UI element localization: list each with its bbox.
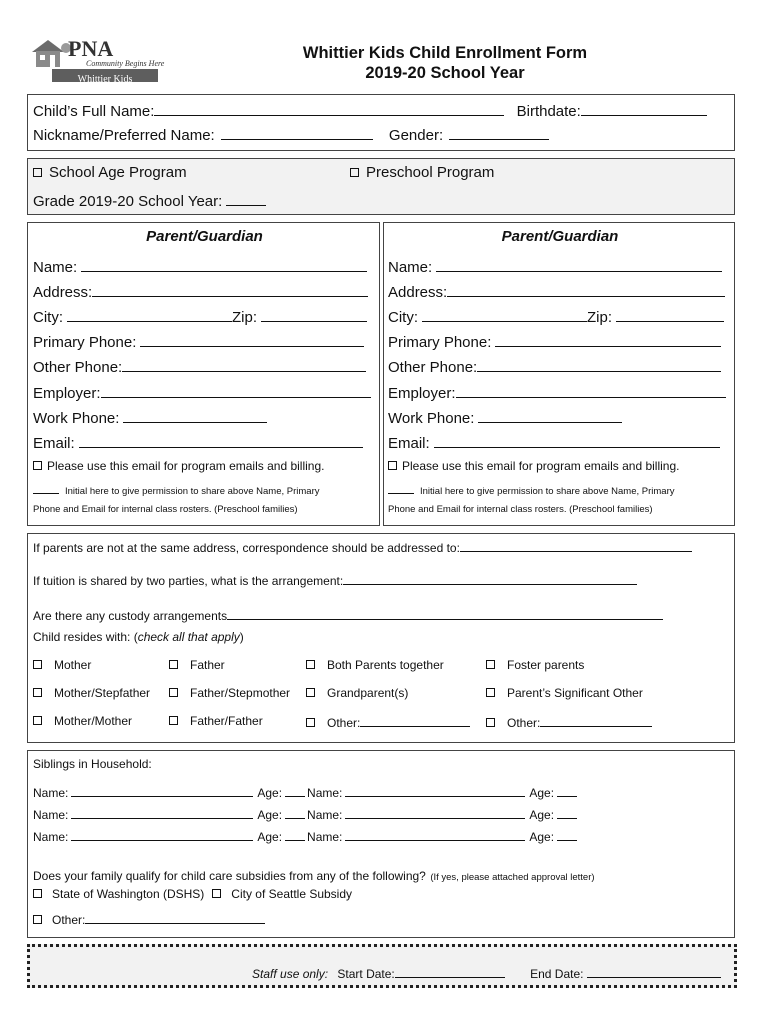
g1-email-label: Email: bbox=[33, 435, 75, 452]
guardian-2-heading: Parent/Guardian bbox=[501, 228, 619, 245]
g1-email-checkbox[interactable] bbox=[33, 461, 42, 470]
dshs-label: State of Washington (DSHS) bbox=[52, 887, 205, 901]
opt-both-checkbox[interactable] bbox=[306, 660, 315, 669]
g2-other-phone-field[interactable] bbox=[477, 356, 721, 372]
program-box bbox=[27, 158, 735, 215]
opt-mother-stepfather-label: Mother/Stepfather bbox=[54, 686, 151, 700]
opt-mother-label: Mother bbox=[54, 658, 92, 672]
opt-other-1-field[interactable] bbox=[360, 714, 470, 727]
opt-mother-stepfather-checkbox[interactable] bbox=[33, 688, 42, 697]
sib6-name-label: Name: bbox=[307, 830, 343, 844]
sib3-name-label: Name: bbox=[33, 808, 69, 822]
g1-name-label: Name: bbox=[33, 259, 78, 276]
house-icon bbox=[30, 38, 72, 68]
g2-email-label: Email: bbox=[388, 435, 430, 452]
siblings-heading: Siblings in Household: bbox=[33, 757, 152, 771]
g1-zip-field[interactable] bbox=[261, 306, 367, 322]
g2-employer-field[interactable] bbox=[456, 382, 726, 398]
title-line1: Whittier Kids Child Enrollment Form bbox=[302, 44, 588, 62]
opt-father-checkbox[interactable] bbox=[169, 660, 178, 669]
g2-other-phone-label: Other Phone: bbox=[388, 359, 478, 376]
g1-email-field[interactable] bbox=[79, 432, 363, 448]
staff-box bbox=[27, 944, 737, 988]
school-age-label: School Age Program bbox=[49, 164, 187, 181]
g2-work-phone-label: Work Phone: bbox=[388, 410, 475, 427]
child-name-label: Child’s Full Name: bbox=[33, 103, 155, 120]
seattle-checkbox[interactable] bbox=[212, 889, 221, 898]
opt-mother-checkbox[interactable] bbox=[33, 660, 42, 669]
form-title bbox=[260, 43, 630, 83]
gender-label: Gender: bbox=[388, 127, 444, 144]
sib3-age-field[interactable] bbox=[285, 806, 305, 819]
g1-name-field[interactable] bbox=[81, 256, 367, 272]
g1-initial-note2: Phone and Email for internal class rosters. (Preschool families) bbox=[33, 504, 298, 515]
opt-other-1-label: Other: bbox=[327, 716, 361, 730]
g1-other-phone-field[interactable] bbox=[122, 356, 366, 372]
tuition-label: If tuition is shared by two parties, what is the arrangement: bbox=[33, 574, 344, 588]
g1-initial-note1: Initial here to give permission to share above Name, Primary bbox=[65, 486, 320, 497]
subsidy-note: (If yes, please attached approval letter) bbox=[430, 872, 595, 883]
sib3-age-label: Age: bbox=[257, 808, 283, 822]
sib4-name-label: Name: bbox=[307, 808, 343, 822]
sib6-name-field[interactable] bbox=[345, 828, 525, 841]
school-age-checkbox[interactable] bbox=[33, 168, 42, 177]
seattle-label: City of Seattle Subsidy bbox=[231, 887, 353, 901]
opt-other-1-checkbox[interactable] bbox=[306, 718, 315, 727]
g2-primary-phone-label: Primary Phone: bbox=[388, 334, 492, 351]
sib6-age-label: Age: bbox=[529, 830, 555, 844]
g1-city-label: City: bbox=[33, 309, 63, 326]
sib2-name-field[interactable] bbox=[345, 784, 525, 797]
opt-father-stepmother-label: Father/Stepmother bbox=[190, 686, 291, 700]
g2-email-note: Please use this email for program emails and billing. bbox=[402, 459, 680, 473]
guardian-1-heading: Parent/Guardian bbox=[146, 228, 263, 245]
logo-subname-bar bbox=[52, 69, 158, 85]
sib2-age-field[interactable] bbox=[557, 784, 577, 797]
opt-father-label: Father bbox=[190, 658, 225, 672]
opt-foster-checkbox[interactable] bbox=[486, 660, 495, 669]
g1-address-label: Address: bbox=[33, 284, 93, 301]
g2-city-label: City: bbox=[388, 309, 418, 326]
sib3-name-field[interactable] bbox=[71, 806, 253, 819]
household-box bbox=[27, 533, 735, 743]
g2-address-field[interactable] bbox=[447, 281, 725, 297]
child-info-box bbox=[27, 94, 735, 151]
subsidy-question: Does your family qualify for child care subsidies from any of the following? bbox=[33, 869, 426, 883]
sib5-name-label: Name: bbox=[33, 830, 69, 844]
subsidy-other-field[interactable] bbox=[85, 911, 265, 924]
sib4-age-field[interactable] bbox=[557, 806, 577, 819]
opt-significant-other-label: Parent’s Significant Other bbox=[507, 686, 643, 700]
preschool-checkbox[interactable] bbox=[350, 168, 359, 177]
subsidy-other-checkbox[interactable] bbox=[33, 915, 42, 924]
sib1-name-field[interactable] bbox=[71, 784, 253, 797]
sib5-age-field[interactable] bbox=[285, 828, 305, 841]
staff-label: Staff use only: bbox=[252, 967, 329, 981]
sib5-age-label: Age: bbox=[257, 830, 283, 844]
opt-other-2-label: Other: bbox=[507, 716, 541, 730]
grade-field[interactable] bbox=[226, 190, 266, 206]
correspondence-field[interactable] bbox=[460, 539, 692, 552]
opt-grandparent-checkbox[interactable] bbox=[306, 688, 315, 697]
opt-father-father-checkbox[interactable] bbox=[169, 716, 178, 725]
subsidy-other-label: Other: bbox=[52, 913, 86, 927]
resides-suffix: ) bbox=[239, 630, 244, 644]
g2-initial-note1: Initial here to give permission to share above Name, Primary bbox=[420, 486, 675, 497]
g1-email-note: Please use this email for program emails and billing. bbox=[47, 459, 325, 473]
g1-other-phone-label: Other Phone: bbox=[33, 359, 123, 376]
g2-zip-label: Zip: bbox=[587, 309, 613, 326]
sib1-age-label: Age: bbox=[257, 786, 283, 800]
resides-prefix: Child resides with: ( bbox=[33, 630, 138, 644]
g1-employer-label: Employer: bbox=[33, 385, 101, 402]
g1-address-field[interactable] bbox=[92, 281, 368, 297]
g1-primary-phone-label: Primary Phone: bbox=[33, 334, 137, 351]
g1-city-field[interactable] bbox=[67, 306, 232, 322]
opt-father-stepmother-checkbox[interactable] bbox=[169, 688, 178, 697]
nickname-field[interactable] bbox=[221, 124, 373, 140]
g2-city-field[interactable] bbox=[422, 306, 587, 322]
g1-employer-field[interactable] bbox=[101, 382, 371, 398]
g2-address-label: Address: bbox=[388, 284, 448, 301]
logo-name: PNA bbox=[68, 36, 114, 61]
g1-primary-phone-field[interactable] bbox=[140, 331, 364, 347]
sib1-age-field[interactable] bbox=[285, 784, 305, 797]
sib5-name-field[interactable] bbox=[71, 828, 253, 841]
sib6-age-field[interactable] bbox=[557, 828, 577, 841]
g2-name-label: Name: bbox=[388, 259, 433, 276]
opt-significant-other-checkbox[interactable] bbox=[486, 688, 495, 697]
g2-email-field[interactable] bbox=[434, 432, 720, 448]
nickname-label: Nickname/Preferred Name: bbox=[33, 127, 215, 144]
sib2-age-label: Age: bbox=[529, 786, 555, 800]
opt-foster-label: Foster parents bbox=[507, 658, 585, 672]
grade-label: Grade 2019-20 School Year: bbox=[33, 193, 223, 210]
gender-field[interactable] bbox=[449, 124, 549, 140]
logo-tagline: Community Begins Here bbox=[86, 59, 165, 68]
dshs-checkbox[interactable] bbox=[33, 889, 42, 898]
logo bbox=[30, 36, 165, 85]
opt-both-label: Both Parents together bbox=[327, 658, 444, 672]
end-date-field[interactable] bbox=[587, 965, 721, 978]
opt-mother-mother-label: Mother/Mother bbox=[54, 714, 133, 728]
sib4-name-field[interactable] bbox=[345, 806, 525, 819]
guardian-2-box bbox=[383, 222, 735, 526]
g2-initial-field[interactable] bbox=[388, 483, 414, 494]
g1-work-phone-label: Work Phone: bbox=[33, 410, 120, 427]
siblings-box bbox=[27, 750, 735, 938]
g1-zip-label: Zip: bbox=[232, 309, 258, 326]
g2-work-phone-field[interactable] bbox=[478, 407, 622, 423]
opt-grandparent-label: Grandparent(s) bbox=[327, 686, 409, 700]
sib1-name-label: Name: bbox=[33, 786, 69, 800]
guardian-1-box bbox=[27, 222, 380, 526]
title-line2: 2019-20 School Year bbox=[365, 64, 525, 82]
end-date-label: End Date: bbox=[530, 967, 584, 981]
resides-italic: check all that apply bbox=[137, 630, 240, 644]
g2-employer-label: Employer: bbox=[388, 385, 456, 402]
preschool-label: Preschool Program bbox=[366, 164, 495, 181]
tuition-field[interactable] bbox=[343, 572, 637, 585]
start-date-label: Start Date: bbox=[337, 967, 395, 981]
opt-mother-mother-checkbox[interactable] bbox=[33, 716, 42, 725]
child-name-field[interactable] bbox=[154, 100, 504, 116]
sib4-age-label: Age: bbox=[529, 808, 555, 822]
opt-father-father-label: Father/Father bbox=[190, 714, 263, 728]
g2-initial-note2: Phone and Email for internal class rosters. (Preschool families) bbox=[388, 504, 653, 515]
correspondence-label: If parents are not at the same address, correspondence should be addressed to: bbox=[33, 541, 460, 555]
opt-other-2-field[interactable] bbox=[540, 714, 652, 727]
birthdate-field[interactable] bbox=[581, 100, 707, 116]
g2-email-checkbox[interactable] bbox=[388, 461, 397, 470]
g1-work-phone-field[interactable] bbox=[123, 407, 267, 423]
logo-subname: Whittier Kids bbox=[77, 74, 133, 85]
g2-zip-field[interactable] bbox=[616, 306, 724, 322]
g2-primary-phone-field[interactable] bbox=[495, 331, 721, 347]
custody-field[interactable] bbox=[227, 607, 663, 620]
birthdate-label: Birthdate: bbox=[516, 103, 581, 120]
custody-label: Are there any custody arrangements bbox=[33, 609, 228, 623]
start-date-field[interactable] bbox=[395, 965, 505, 978]
g1-initial-field[interactable] bbox=[33, 483, 59, 494]
opt-other-2-checkbox[interactable] bbox=[486, 718, 495, 727]
sib2-name-label: Name: bbox=[307, 786, 343, 800]
g2-name-field[interactable] bbox=[436, 256, 722, 272]
